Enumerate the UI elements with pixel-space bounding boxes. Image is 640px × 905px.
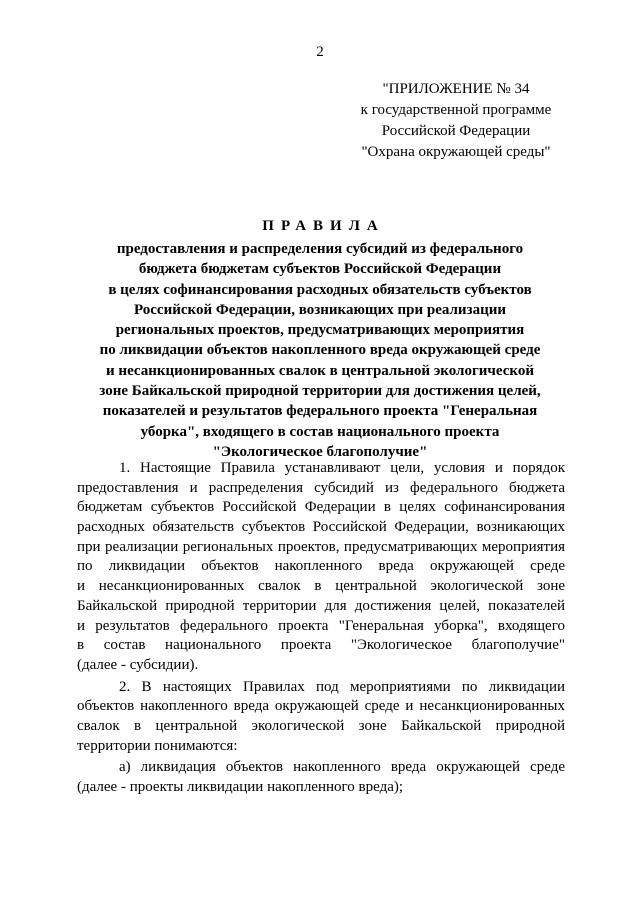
subtitle-line: региональных проектов, предусматривающих мероприятия — [115, 322, 525, 339]
document-body — [77, 459, 565, 798]
paragraph-line: по ликвидации объектов накопленного вреда окружающей среде — [77, 558, 565, 575]
appendix-heading — [352, 79, 560, 163]
subtitle-line: предоставления и распределения субсидий из федерального — [116, 241, 524, 257]
paragraph-line: и несанкционированных свалок в центральной экологической зоне — [77, 578, 565, 595]
document-title: ПРАВИЛА — [262, 218, 385, 234]
subtitle-line: показателей и результатов федерального проекта "Генеральная — [102, 403, 538, 420]
paragraph-line: при реализации региональных проектов, предусматривающих мероприятия — [77, 538, 565, 555]
appendix-line: Российской Федерации — [381, 123, 531, 139]
paragraph-2 — [77, 678, 565, 757]
paragraph-line: а) ликвидация объектов накопленного вреда окружающей среде — [119, 759, 565, 776]
subtitle-line: Российской Федерации, возникающих при реализации — [133, 301, 506, 318]
subtitle-line: и несанкционированных свалок в центральной экологической — [106, 362, 534, 379]
subtitle-line: "Экологическое благополучие" — [212, 443, 428, 460]
subtitle-line: уборка", входящего в состав национального проекта — [140, 423, 500, 440]
subtitle-line: по ликвидации объектов накопленного вреда окружающей среде — [99, 342, 541, 359]
appendix-line: "ПРИЛОЖЕНИЕ № 34 — [382, 81, 530, 97]
paragraph-line: предоставления и распределения субсидий из федерального бюджета — [77, 479, 565, 496]
paragraph-line: в состав национального проекта "Экологическое благополучие" — [77, 637, 565, 654]
paragraph-line: объектов накопленного вреда окружающей среде и несанкционированных — [77, 698, 565, 715]
appendix-line: "Охрана окружающей среды" — [361, 144, 551, 160]
paragraph-line: территории понимаются: — [77, 737, 238, 754]
paragraph-line: свалок в центральной экологической зоне Байкальской природной — [77, 717, 565, 734]
subtitle-line: бюджета бюджетам субъектов Российской Федерации — [138, 261, 502, 278]
page-number: 2 — [316, 44, 324, 60]
paragraph-line: (далее - проекты ликвидации накопленного вреда); — [77, 779, 404, 795]
paragraph-1 — [77, 459, 565, 676]
paragraph-line: и результатов федерального проекта "Генеральная уборка", входящего — [77, 617, 565, 634]
document-subtitle — [60, 239, 580, 462]
paragraph-line: 1. Настоящие Правила устанавливают цели, условия и порядок — [119, 460, 565, 476]
appendix-line: к государственной программе — [360, 102, 552, 118]
subtitle-line: зоне Байкальской природной территории для достижения целей, — [99, 383, 541, 400]
subtitle-line: в целях софинансирования расходных обязательств субъектов — [108, 281, 532, 298]
paragraph-line: Байкальской природной территории для достижения целей, показателей — [77, 597, 565, 614]
paragraph-line: бюджетам субъектов Российской Федерации в целях софинансирования — [77, 499, 565, 516]
paragraph-line: 2. В настоящих Правилах под мероприятиями по ликвидации — [119, 678, 565, 695]
paragraph-line: расходных обязательств субъектов Российской Федерации, возникающих — [77, 519, 565, 536]
paragraph-3 — [77, 758, 565, 797]
paragraph-line: (далее - субсидии). — [77, 656, 199, 673]
